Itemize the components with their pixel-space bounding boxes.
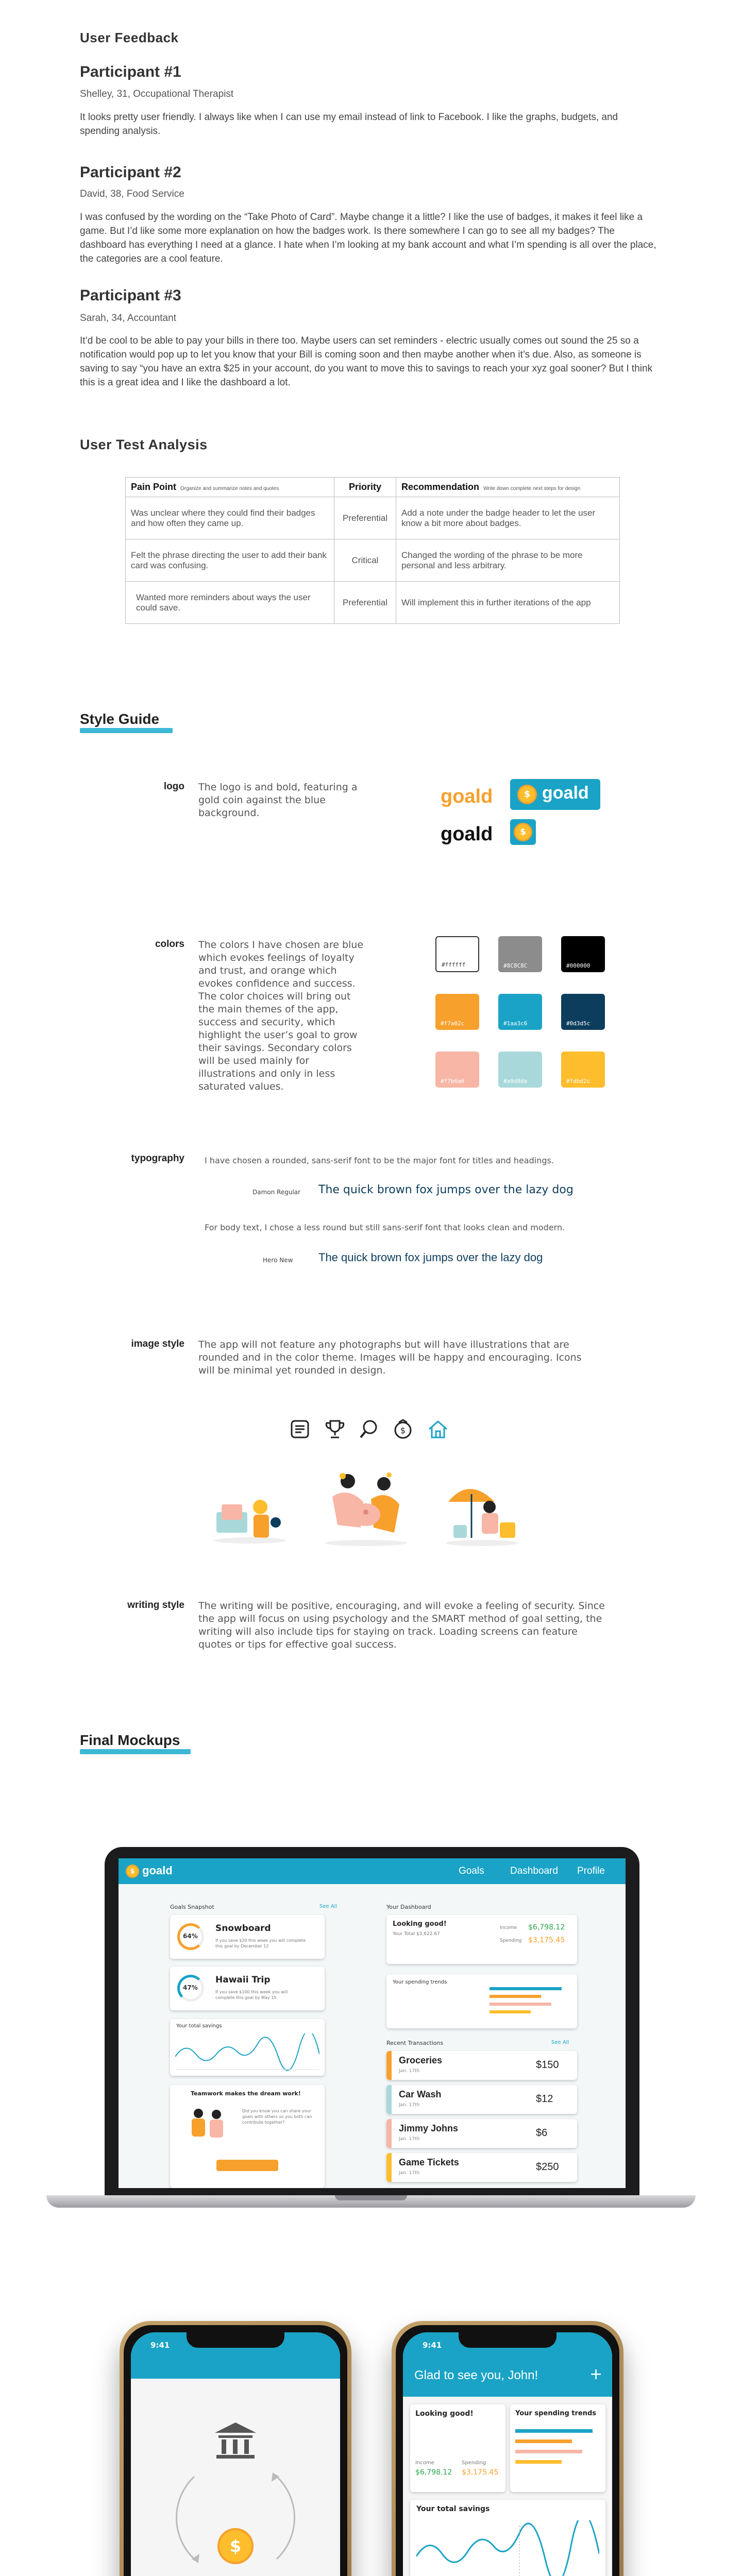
- trend-bar: [490, 2003, 551, 2006]
- teamwork-card: [170, 2085, 325, 2188]
- laptop-notch: [335, 2195, 407, 2200]
- logo-text: The logo is and bold, featuring a gold coin against the blue background.: [198, 782, 358, 819]
- goal-pct: 47%: [183, 1984, 198, 1991]
- uta-title: User Test Analysis: [80, 437, 208, 452]
- pain-cell: Felt the phrase directing the user to add their bank card was confusing.: [126, 539, 334, 582]
- logo-badge-full: [510, 779, 600, 810]
- priority-cell: Preferential: [334, 497, 396, 539]
- font1-name: Damon Regular: [252, 1189, 301, 1196]
- see-all-link[interactable]: See All: [551, 2040, 569, 2045]
- participant-2-text: I was confused by the wording on the “Take Photo of Card”. Maybe change it a little? I like the use of badges, it makes it feel like a game. But I’d like some more explanation on how the badges work. Is there somewhere I can go to see all my badges? The dashboard has everything I need at a glance. I hate when I’m looking at my bank account and what I’m spending is all over the place, the categories are a cool feature.: [80, 212, 656, 264]
- home-icon: [427, 1418, 449, 1440]
- transaction-amount: $250: [536, 2161, 559, 2173]
- swatch-label: #f7a02c: [441, 1020, 465, 1027]
- trend-bar: [490, 1995, 541, 1998]
- travel-illustration: [438, 1471, 526, 1548]
- transaction-date: Jan. 17th: [399, 2103, 420, 2108]
- goals-snapshot-title: Goals Snapshot: [170, 1904, 214, 1910]
- table-row: [126, 539, 620, 582]
- svg-text:$: $: [400, 1426, 406, 1435]
- status-time: 9:41: [423, 2341, 442, 2350]
- laptop-mockup: [46, 1847, 696, 2218]
- spending-label: Spending: [500, 1938, 522, 1943]
- transaction-amount: $6: [536, 2127, 548, 2139]
- trend-bar: [490, 2010, 531, 2013]
- color-swatch: [561, 994, 605, 1030]
- savings-illustration: [206, 1476, 294, 1548]
- transaction-color-bar: [386, 2051, 392, 2080]
- transaction-row[interactable]: [386, 2051, 577, 2080]
- notch: [187, 2332, 284, 2348]
- table-row: [126, 497, 620, 539]
- image-style-label: image style: [131, 1338, 184, 1349]
- feedback-title: User Feedback: [80, 30, 179, 45]
- spending-trends-card: [510, 2404, 605, 2492]
- user-test-analysis-table: [125, 477, 620, 624]
- phone-mockup-success: [120, 2321, 351, 2576]
- pain-cell: Was unclear where they could find their badges and how often they came up.: [126, 497, 334, 539]
- income-value: $6,798.12: [415, 2468, 452, 2477]
- looking-good: Looking good!: [415, 2410, 474, 2418]
- style-guide-title: Style Guide: [80, 711, 160, 727]
- logo-wordmark-orange: goald: [441, 786, 493, 807]
- transaction-date: Jan. 17th: [399, 2069, 420, 2074]
- coin-icon: $: [517, 785, 537, 804]
- nav-goals[interactable]: Goals: [459, 1866, 484, 1876]
- transaction-color-bar: [386, 2119, 392, 2148]
- color-swatch: [435, 936, 479, 972]
- your-dashboard-title: Your Dashboard: [386, 1904, 431, 1910]
- color-swatch: [498, 936, 542, 972]
- transaction-row[interactable]: [386, 2119, 577, 2148]
- savings-chart-card: [170, 2019, 325, 2076]
- font2-name: Hero New: [263, 1257, 293, 1264]
- table-row: [126, 582, 620, 624]
- income-label: Income: [415, 2460, 434, 2466]
- transaction-date: Jan. 17th: [399, 2171, 420, 2176]
- logo-wordmark-black: goald: [441, 823, 493, 845]
- logo-badge-small: [510, 819, 536, 845]
- app-header: [119, 1858, 626, 1884]
- coin-icon: $: [514, 823, 532, 841]
- nav-dashboard[interactable]: Dashboard: [510, 1866, 558, 1876]
- swatch-label: #fdbd2c: [566, 1078, 591, 1084]
- swatch-label: #a9d8da: [503, 1078, 528, 1084]
- pain-cell: Wanted more reminders about ways the user could save.: [126, 582, 334, 624]
- list-icon: [289, 1418, 311, 1440]
- color-swatch: [498, 1052, 542, 1088]
- writing-style-label: writing style: [127, 1600, 184, 1611]
- transaction-date: Jan. 17th: [399, 2137, 420, 2142]
- recommendation-cell: Add a note under the badge header to let the user know a bit more about badges.: [396, 497, 620, 539]
- spending-label: Spending: [462, 2460, 486, 2466]
- image-style-text: The app will not feature any photographs but will have illustrations that are rounded and in the color theme. Images will be happy and encouraging. Icons will be minimal yet rounded in design.: [198, 1339, 582, 1376]
- participant-1-name: Participant #1: [80, 63, 181, 80]
- status-time: 9:41: [150, 2341, 170, 2350]
- goal-card[interactable]: [170, 1967, 325, 2010]
- trend-bar: [490, 1987, 562, 1990]
- spending-trends-card: [386, 1974, 577, 2028]
- goal-note: If you save $100 this week you will complete this goal by May 15: [215, 1990, 288, 2000]
- writing-style-text: The writing will be positive, encouraging, and will evoke a feeling of security. Since the app will focus on using psychology and the SMART method of goal setting, the writing will also include tips for staying on track. Loading screens can feature quotes or tips for effective goal success.: [198, 1600, 605, 1650]
- participant-1-meta: Shelley, 31, Occupational Therapist: [80, 89, 234, 99]
- participant-3-name: Participant #3: [80, 287, 181, 304]
- transaction-name: Jimmy Johns: [399, 2123, 459, 2133]
- phone-screen: [403, 2332, 612, 2576]
- goal-card[interactable]: [170, 1915, 325, 1959]
- spending-trends-title: Your spending trends: [515, 2410, 597, 2417]
- typography-label: typography: [131, 1153, 184, 1164]
- laptop-screen: [119, 1858, 626, 2188]
- teamwork-title: Teamwork makes the dream work!: [191, 2090, 301, 2097]
- swatch-label: #000000: [566, 962, 591, 969]
- trophy-icon: [324, 1418, 346, 1440]
- coin-icon: $: [217, 2528, 254, 2564]
- looking-good-card: [386, 1915, 577, 1964]
- color-swatch-grid: [435, 936, 605, 1104]
- final-mockups-underline: [80, 1749, 191, 1754]
- pain-point-header: Pain Point Organize and summarize notes and quotes: [126, 478, 334, 497]
- color-swatch: [561, 936, 605, 972]
- trend-bar: [515, 2429, 593, 2433]
- typography-intro: I have chosen a rounded, sans-serif font to be the major font for titles and headings.: [205, 1156, 554, 1165]
- income-value: $6,798.12: [528, 1923, 565, 1931]
- participant-3-text: It’d be cool to be able to pay your bills in there too. Maybe users can set reminders - electric usually comes out sound the 25 so a notification would pop up to let you know that your Bill is coming soon and then maybe another when it’s due. Also, as someone is saving to say “you have an extra $25 in your account, do you want to move this to savings to reach your xyz goal sooner? But I think this is a great idea and I like the dashboard a lot.: [80, 335, 653, 388]
- trend-bar: [515, 2439, 572, 2443]
- teamwork-note: Did you know you can share your goals with others so you both can contribute together?: [242, 2109, 312, 2125]
- typography-body-intro: For body text, I chose a less round but still sans-serif font that looks clean and modern.: [205, 1223, 565, 1232]
- goal-pct: 64%: [183, 1933, 198, 1940]
- teamwork-illustration: [312, 1466, 420, 1548]
- transaction-name: Game Tickets: [399, 2157, 459, 2167]
- looking-good-card: [410, 2404, 505, 2492]
- transaction-amount: $150: [536, 2059, 559, 2071]
- transaction-name: Car Wash: [399, 2089, 442, 2099]
- goal-name: Snowboard: [215, 1923, 271, 1934]
- colors-text: The colors I have chosen are blue which evokes feelings of loyalty and trust, and orange which evokes confidence and success. The color choices will bring out the main themes of the app, success and security, which highlight the user’s goal to grow their savings. Secondary colors will be used mainly for illustrations and only in less saturated values.: [198, 939, 364, 1092]
- priority-cell: Preferential: [334, 582, 396, 624]
- transaction-color-bar: [386, 2153, 392, 2182]
- participant-2-name: Participant #2: [80, 164, 181, 181]
- savings-line-chart: [175, 2033, 319, 2072]
- swatch-label: #0d3d5c: [566, 1020, 591, 1027]
- spending-value: $3,175.45: [528, 1936, 565, 1944]
- transaction-color-bar: [386, 2085, 392, 2114]
- priority-cell: Critical: [334, 539, 396, 582]
- recommendation-cell: Will implement this in further iterations of the app: [396, 582, 620, 624]
- phone-screen: [131, 2332, 340, 2576]
- colors-label: colors: [155, 939, 184, 950]
- participant-1-text: It looks pretty user friendly. I always like when I can use my email instead of link to Facebook. I like the graphs, budgets, and spending analysis.: [80, 112, 618, 137]
- swatch-label: #ffffff: [442, 961, 466, 968]
- savings-chart-title: Your total savings: [176, 2023, 222, 2029]
- recommendation-cell: Changed the wording of the phrase to be more personal and less arbitrary.: [396, 539, 620, 582]
- add-button[interactable]: +: [589, 2365, 603, 2383]
- total-savings-card: [410, 2500, 605, 2576]
- color-swatch: [435, 1052, 479, 1088]
- total-savings-title: Your total savings: [416, 2505, 490, 2513]
- looking-good: Looking good!: [393, 1920, 447, 1928]
- style-guide-underline: [80, 728, 173, 733]
- phone-mockup-dashboard: [392, 2321, 623, 2576]
- participant-2-meta: David, 38, Food Service: [80, 189, 184, 199]
- participant-3-meta: Sarah, 34, Accountant: [80, 313, 176, 324]
- income-label: Income: [500, 1925, 517, 1930]
- trend-bar: [515, 2450, 582, 2453]
- recent-transactions-title: Recent Transactions: [386, 2040, 444, 2046]
- recommendation-header: Recommendation Write down complete next steps for design: [396, 478, 620, 497]
- transaction-row[interactable]: [386, 2085, 577, 2114]
- goal-name: Hawaii Trip: [215, 1975, 271, 1985]
- greeting: Glad to see you, John!: [414, 2368, 538, 2382]
- notch: [459, 2332, 556, 2348]
- teamwork-button[interactable]: [216, 2160, 278, 2171]
- transaction-name: Groceries: [399, 2055, 443, 2065]
- icon-row: [289, 1418, 459, 1444]
- coin-icon: $: [126, 1865, 139, 1878]
- search-icon: [358, 1418, 380, 1440]
- transaction-list: [386, 2051, 577, 2188]
- transaction-row[interactable]: [386, 2153, 577, 2182]
- total-line: Your Total $3,622.67: [393, 1931, 440, 1937]
- swatch-label: #1aa3c6: [503, 1020, 528, 1027]
- logo-wordmark-white: goald: [542, 783, 589, 803]
- app-brand[interactable]: goald: [142, 1864, 173, 1877]
- swatch-label: #8C8C8C: [503, 962, 528, 969]
- font2-sample: The quick brown fox jumps over the lazy dog: [318, 1251, 543, 1264]
- illustration-row: [206, 1466, 526, 1548]
- trend-bar: [515, 2460, 562, 2464]
- teamwork-mini-illustration: [180, 2103, 232, 2144]
- goal-note: If you save $20 this week you will complete this goal by December 12: [215, 1938, 306, 1948]
- nav-profile[interactable]: Profile: [577, 1866, 605, 1876]
- transaction-amount: $12: [536, 2093, 553, 2105]
- priority-header: Priority: [334, 478, 396, 497]
- final-mockups-title: Final Mockups: [80, 1732, 180, 1748]
- table-header-row: [126, 478, 620, 497]
- spending-value: $3,175.45: [462, 2468, 499, 2477]
- see-all-link[interactable]: See All: [319, 1904, 338, 1909]
- swatch-label: #f7b6a6: [441, 1078, 465, 1084]
- font1-sample: The quick brown fox jumps over the lazy dog: [318, 1183, 574, 1196]
- color-swatch: [498, 994, 542, 1030]
- spending-trends-title: Your spending trends: [393, 1979, 447, 1985]
- color-swatch: [435, 994, 479, 1030]
- logo-label: logo: [163, 781, 184, 792]
- color-swatch: [561, 1052, 605, 1088]
- money-bag-icon: [392, 1418, 414, 1440]
- savings-line-chart: [416, 2520, 599, 2576]
